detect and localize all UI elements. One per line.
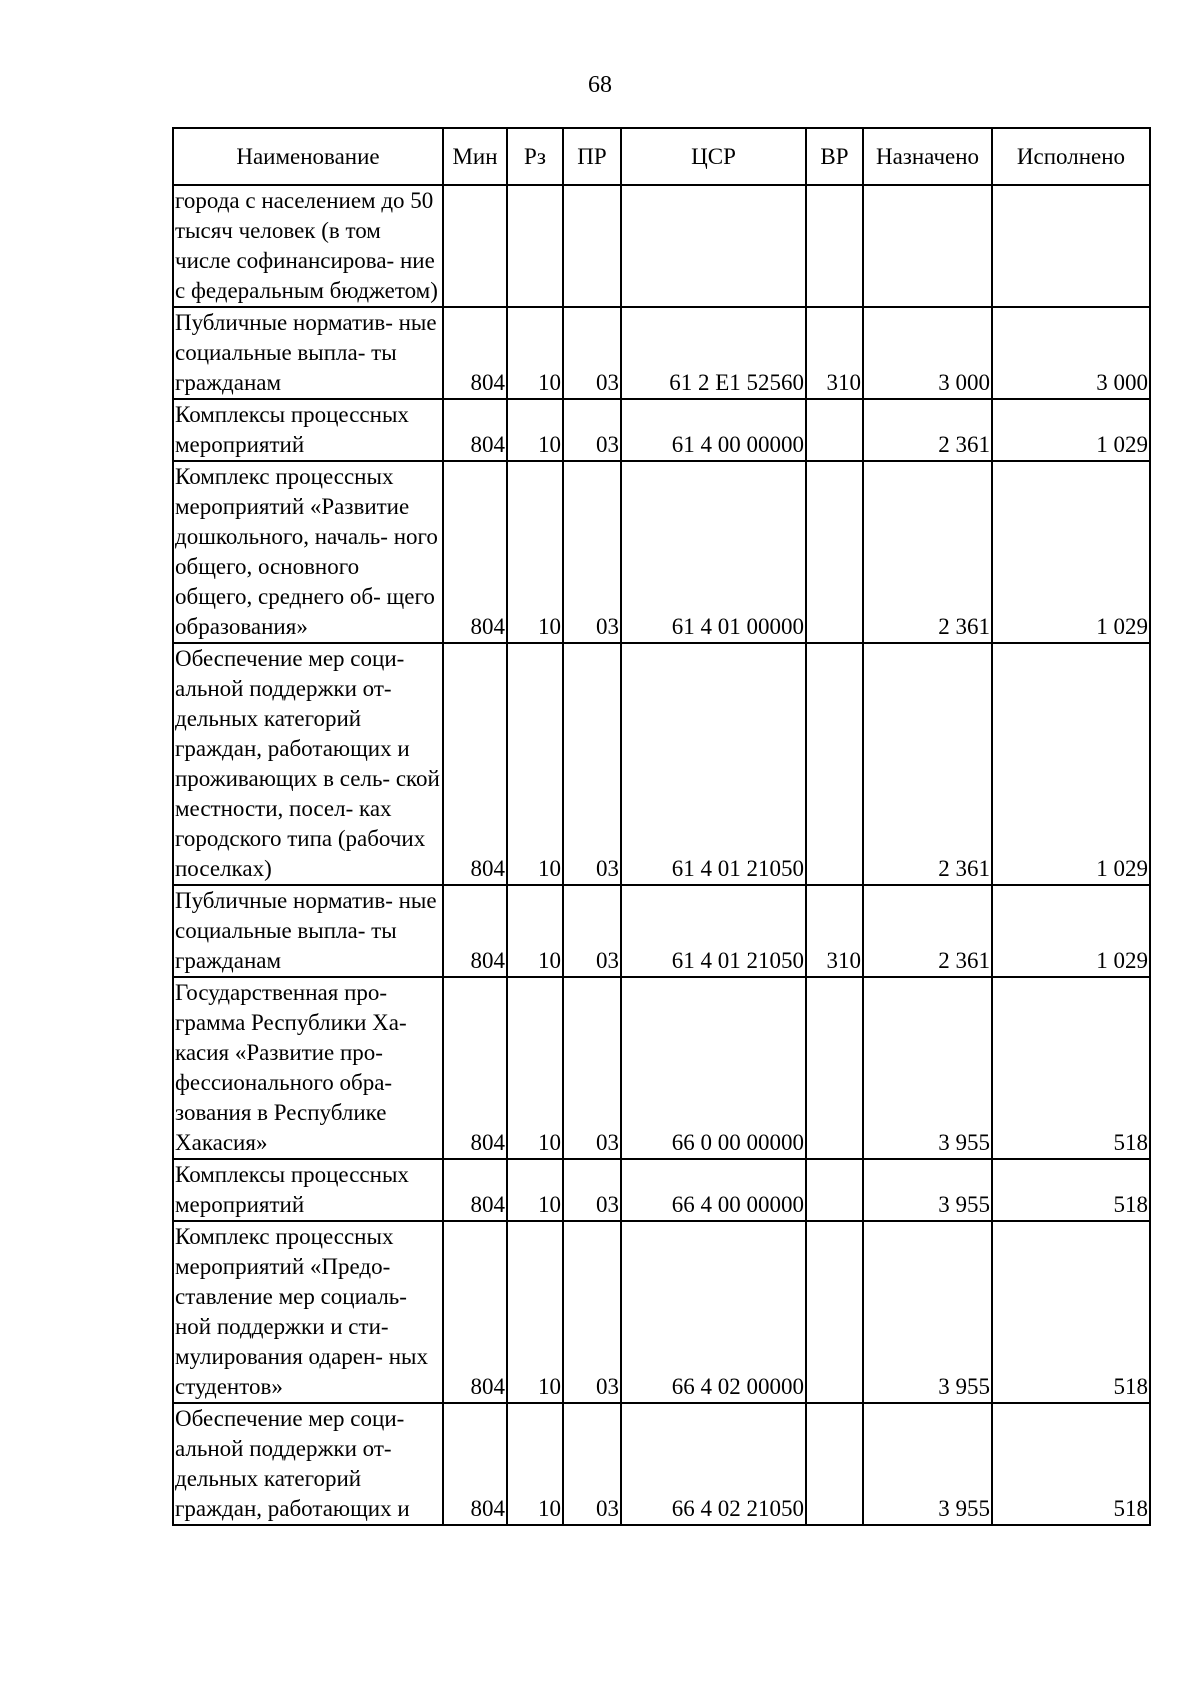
row-rz: 10 [507,885,563,977]
row-csr: 61 4 01 00000 [621,461,806,643]
row-vr [806,1159,863,1221]
row-pr: 03 [563,1403,621,1525]
row-csr: 66 4 00 00000 [621,1159,806,1221]
table-row [173,307,1150,399]
row-assigned: 3 955 [863,1159,992,1221]
row-pr: 03 [563,643,621,885]
row-csr: 61 2 Е1 52560 [621,307,806,399]
row-csr [621,185,806,307]
row-name: Комплекс процессных мероприятий «Предо- ставление мер социаль- ной поддержки и сти- мулирования одарен- ных студентов» [173,1221,443,1403]
column-header-name: Наименование [173,128,443,185]
row-pr: 03 [563,399,621,461]
row-rz: 10 [507,1159,563,1221]
column-header-rz: Рз [507,128,563,185]
row-executed: 1 029 [992,461,1150,643]
row-pr: 03 [563,461,621,643]
row-vr [806,643,863,885]
row-executed: 518 [992,977,1150,1159]
table-row [173,1403,1150,1525]
row-min: 804 [443,885,507,977]
budget-table [172,127,1151,1526]
row-vr [806,185,863,307]
table-row [173,977,1150,1159]
table-row [173,1221,1150,1403]
row-name: Публичные норматив- ные социальные выпла- ты гражданам [173,307,443,399]
column-header-vr: ВР [806,128,863,185]
row-min [443,185,507,307]
row-rz: 10 [507,307,563,399]
row-min: 804 [443,1403,507,1525]
row-vr [806,977,863,1159]
row-executed: 518 [992,1221,1150,1403]
row-assigned [863,185,992,307]
row-min: 804 [443,461,507,643]
row-rz: 10 [507,1221,563,1403]
row-min: 804 [443,307,507,399]
column-header-executed: Исполнено [992,128,1150,185]
row-vr [806,399,863,461]
row-min: 804 [443,977,507,1159]
row-vr: 310 [806,307,863,399]
row-assigned: 3 955 [863,977,992,1159]
row-assigned: 2 361 [863,643,992,885]
row-name: Комплексы процессных мероприятий [173,1159,443,1221]
column-header-pr: ПР [563,128,621,185]
table-row [173,185,1150,307]
row-vr [806,461,863,643]
table-header-row [173,128,1150,185]
row-pr [563,185,621,307]
row-csr: 61 4 01 21050 [621,885,806,977]
row-pr: 03 [563,1159,621,1221]
row-name: Комплексы процессных мероприятий [173,399,443,461]
row-rz: 10 [507,399,563,461]
row-assigned: 3 000 [863,307,992,399]
row-executed: 518 [992,1159,1150,1221]
row-executed [992,185,1150,307]
row-executed: 3 000 [992,307,1150,399]
row-min: 804 [443,1221,507,1403]
row-csr: 61 4 00 00000 [621,399,806,461]
row-name: Обеспечение мер соци- альной поддержки от- дельных категорий граждан, работающих и проживающих в сель- ской местности, посел- ках городского типа (рабочих поселках) [173,643,443,885]
row-pr: 03 [563,977,621,1159]
row-min: 804 [443,1159,507,1221]
row-assigned: 2 361 [863,461,992,643]
table-row [173,399,1150,461]
row-assigned: 3 955 [863,1221,992,1403]
row-executed: 1 029 [992,399,1150,461]
row-name: города с населением до 50 тысяч человек (в том числе софинансирова- ние с федеральным бюджетом) [173,185,443,307]
row-rz: 10 [507,643,563,885]
row-rz: 10 [507,977,563,1159]
row-min: 804 [443,643,507,885]
row-csr: 66 4 02 21050 [621,1403,806,1525]
row-name: Государственная про- грамма Республики Ха- касия «Развитие про- фессионального обра- зования в Республике Хакасия» [173,977,443,1159]
row-executed: 1 029 [992,643,1150,885]
row-pr: 03 [563,1221,621,1403]
page-number: 68 [588,72,612,98]
row-csr: 66 0 00 00000 [621,977,806,1159]
row-pr: 03 [563,307,621,399]
row-csr: 61 4 01 21050 [621,643,806,885]
row-rz: 10 [507,461,563,643]
row-min: 804 [443,399,507,461]
row-assigned: 2 361 [863,885,992,977]
row-rz: 10 [507,1403,563,1525]
table-row [173,1159,1150,1221]
row-assigned: 2 361 [863,399,992,461]
table-row [173,885,1150,977]
table-row [173,461,1150,643]
column-header-csr: ЦСР [621,128,806,185]
row-vr [806,1221,863,1403]
row-vr: 310 [806,885,863,977]
row-executed: 518 [992,1403,1150,1525]
table-row [173,643,1150,885]
row-vr [806,1403,863,1525]
row-assigned: 3 955 [863,1403,992,1525]
row-name: Обеспечение мер соци- альной поддержки от- дельных категорий граждан, работающих и [173,1403,443,1525]
row-rz [507,185,563,307]
row-pr: 03 [563,885,621,977]
column-header-assigned: Назначено [863,128,992,185]
row-name: Комплекс процессных мероприятий «Развитие дошкольного, началь- ного общего, основного общего, среднего об- щего образования» [173,461,443,643]
row-name: Публичные норматив- ные социальные выпла- ты гражданам [173,885,443,977]
column-header-min: Мин [443,128,507,185]
row-csr: 66 4 02 00000 [621,1221,806,1403]
row-executed: 1 029 [992,885,1150,977]
